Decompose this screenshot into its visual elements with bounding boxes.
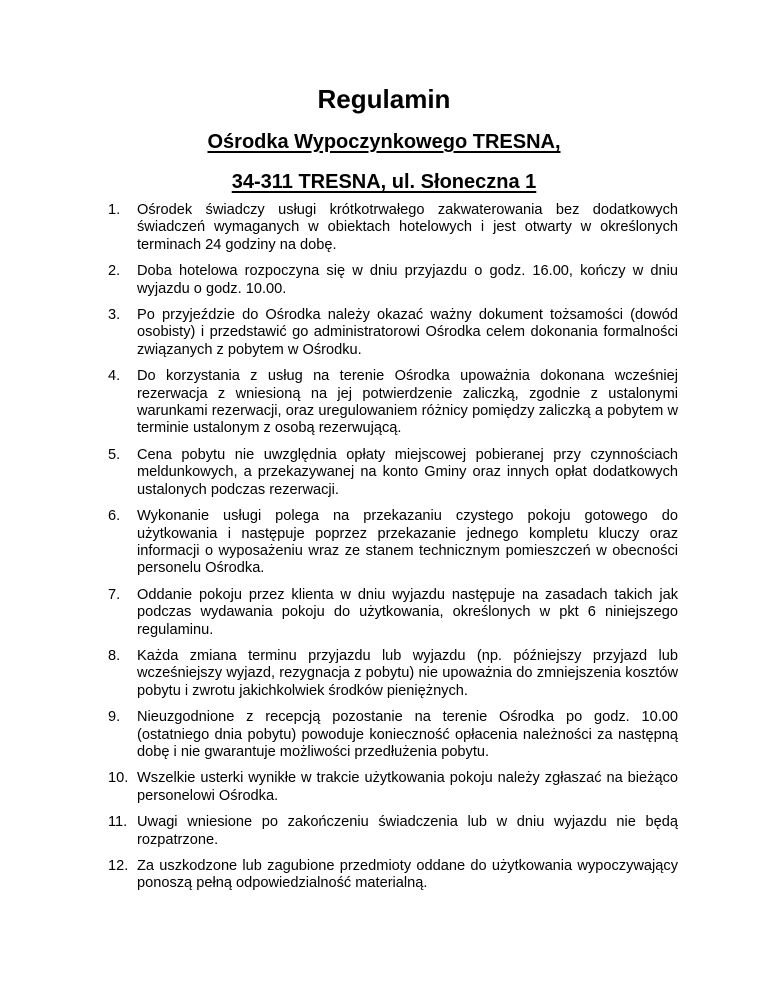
rule-item	[108, 307, 678, 359]
rule-number: 3.	[108, 307, 121, 324]
rule-item	[108, 447, 678, 499]
rule-text: Doba hotelowa rozpoczyna się w dniu przyjazdu o godz. 16.00, kończy w dniu wyjazdu o godz. 10.00.	[137, 263, 678, 297]
rule-item	[108, 508, 678, 578]
document-subtitle-address: 34-311 TRESNA, ul. Słoneczna 1	[231, 171, 537, 193]
rule-number: 8.	[108, 647, 121, 664]
rule-item	[108, 814, 678, 849]
rule-number: 5.	[108, 446, 121, 463]
document-subtitle-name: Ośrodka Wypoczynkowego TRESNA,	[207, 131, 561, 153]
rule-number: 2.	[108, 263, 121, 280]
rule-text: Do korzystania z usług na terenie Ośrodka upoważnia dokonana wcześniej rezerwacja z wniesioną na jej potwierdzenie zaliczką, zgodnie z ustalonymi warunkami rezerwacji, oraz uregulowaniem różnicy pomiędzy zaliczką a pobytem w terminie ustalonym z osobą rezerwującą.	[137, 368, 678, 437]
rule-item	[108, 709, 678, 761]
rule-number: 11.	[108, 814, 128, 831]
rule-text: Wszelkie usterki wynikłe w trakcie użytkowania pokoju należy zgłaszać na bieżąco personelowi Ośrodka.	[137, 770, 678, 804]
rule-text: Wykonanie usługi polega na przekazaniu czystego pokoju gotowego do użytkowania i następuje poprzez przekazanie jednego kompletu kluczy oraz informacji o wyposażeniu wraz ze stanem technicznym pomieszczeń w obecności personelu Ośrodka.	[137, 508, 678, 577]
rule-text: Cena pobytu nie uwzględnia opłaty miejscowej pobieranej przy czynnościach meldunkowych, a przekazywanej na konto Gminy oraz innych opłat dodatkowych ustalonych podczas rezerwacji.	[137, 446, 678, 498]
rule-item	[108, 587, 678, 639]
rule-text: Po przyjeździe do Ośrodka należy okazać ważny dokument tożsamości (dowód osobisty) i przedstawić go administratorowi Ośrodka celem dokonania formalności związanych z pobytem w Ośrodku.	[137, 307, 678, 358]
rule-number: 1.	[108, 202, 121, 218]
rule-text: Każda zmiana terminu przyjazdu lub wyjazdu (np. późniejszy przyjazd lub wcześniejszy wyjazd, rezygnacja z pobytu) nie upoważnia do zmniejszenia kosztów pobytu i zwrotu jakichkolwiek środków pieniężnych.	[137, 647, 678, 699]
rule-number: 10.	[108, 770, 129, 787]
rule-item	[108, 202, 678, 254]
rule-item	[108, 770, 678, 805]
rule-item	[108, 648, 678, 700]
rule-item	[108, 368, 678, 438]
rule-number: 7.	[108, 586, 121, 603]
document-title: Regulamin	[317, 84, 451, 114]
rule-number: 4.	[108, 368, 121, 385]
rule-item	[108, 263, 678, 298]
rule-text: Uwagi wniesione po zakończeniu świadczenia lub w dniu wyjazdu nie będą rozpatrzone.	[137, 814, 678, 848]
rule-number: 12.	[108, 858, 129, 874]
rules-list	[108, 202, 678, 902]
rule-number: 9.	[108, 709, 121, 726]
rule-text: Ośrodek świadczy usługi krótkotrwałego zakwaterowania bez dodatkowych świadczeń wymaganych w obiektach hotelowych i jest otwarty w określonych terminach 24 godziny na dobę.	[137, 202, 678, 253]
rule-number: 6.	[108, 508, 121, 525]
rule-item	[108, 858, 678, 893]
rule-text: Oddanie pokoju przez klienta w dniu wyjazdu następuje na zasadach takich jak podczas wydawania pokoju do użytkowania, określonych w pkt 6 niniejszego regulaminu.	[137, 586, 678, 638]
rule-text: Za uszkodzone lub zagubione przedmioty oddane do użytkowania wypoczywający ponoszą pełną odpowiedzialność materialną.	[137, 858, 678, 892]
rule-text: Nieuzgodnione z recepcją pozostanie na terenie Ośrodka po godz. 10.00 (ostatniego dnia pobytu) powoduje konieczność opłacenia należności za następną dobę i nie gwarantuje możliwości przedłużenia pobytu.	[137, 709, 678, 760]
